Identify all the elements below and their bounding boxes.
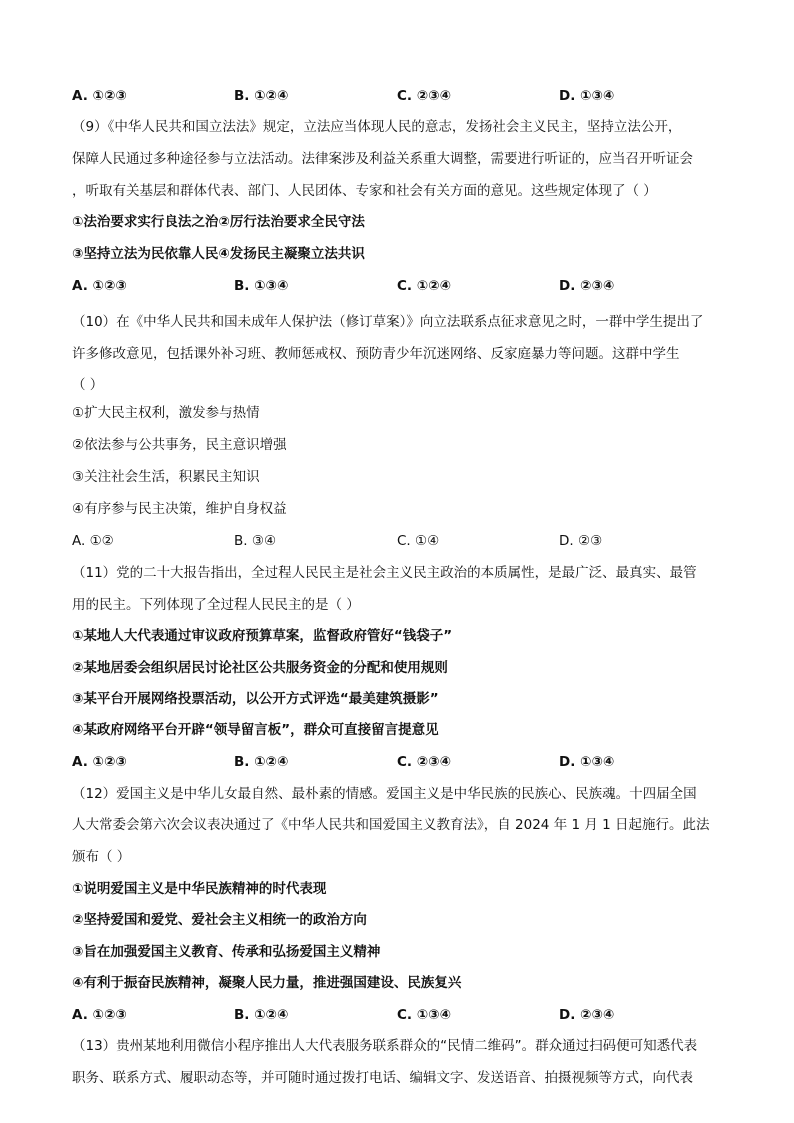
- q12-option-d[interactable]: D. ②③④: [559, 1007, 615, 1023]
- q9-option-b[interactable]: B. ①③④: [234, 278, 289, 294]
- q10-item-2: ②依法参与公共事务，民主意识增强: [72, 437, 287, 453]
- q11-option-a[interactable]: A. ①②③: [72, 754, 127, 770]
- q10-item-4: ④有序参与民主决策，维护自身权益: [72, 501, 287, 517]
- q9-stem-line-2: 保障人民通过多种途径参与立法活动。法律案涉及利益关系重大调整，需要进行听证的，应当召开听证会: [72, 151, 693, 167]
- q12-stem-line-2: 人大常委会第六次会议表决通过了《中华人民共和国爱国主义教育法》，自 2024 年 1 月 1 日起施行。此法: [72, 817, 710, 833]
- option-d[interactable]: D. ①③④: [559, 88, 615, 104]
- q13-stem-line-2: 职务、联系方式、履职动态等，并可随时通过拨打电话、编辑文字、发送语音、拍摄视频等方式，向代表: [72, 1070, 693, 1086]
- option-b[interactable]: B. ①②④: [234, 88, 289, 104]
- q11-option-d[interactable]: D. ①③④: [559, 754, 615, 770]
- q12-option-b[interactable]: B. ①②④: [234, 1007, 289, 1023]
- q11-item-3: ③某平台开展网络投票活动，以公开方式评选“最美建筑摄影”: [72, 691, 439, 707]
- q11-item-1: ①某地人大代表通过审议政府预算草案，监督政府管好“钱袋子”: [72, 628, 453, 644]
- q13-stem-line-1: （13）贵州某地利用微信小程序推出人大代表服务联系群众的“民情二维码”。群众通过扫码便可知悉代表: [72, 1038, 698, 1054]
- q9-option-a[interactable]: A. ①②③: [72, 278, 127, 294]
- q10-item-1: ①扩大民主权利，激发参与热情: [72, 405, 260, 421]
- q12-item-1: ①说明爱国主义是中华民族精神的时代表现: [72, 881, 327, 897]
- q11-stem-line-2: 用的民主。下列体现了全过程人民民主的是（ ）: [72, 597, 360, 613]
- q10-item-3: ③关注社会生活，积累民主知识: [72, 469, 260, 485]
- q10-stem-line-3: （ ）: [72, 377, 104, 393]
- option-a[interactable]: A. ①②③: [72, 88, 127, 104]
- q12-item-3: ③旨在加强爱国主义教育、传承和弘扬爱国主义精神: [72, 944, 381, 960]
- q12-item-2: ②坚持爱国和爱党、爱社会主义相统一的政治方向: [72, 912, 367, 928]
- q9-item-line-1: ①法治要求实行良法之治②厉行法治要求全民守法: [72, 214, 365, 230]
- prev-question-options: [72, 86, 732, 106]
- q10-option-d[interactable]: D. ②③: [559, 533, 603, 549]
- q10-option-c[interactable]: C. ①④: [397, 533, 440, 549]
- q11-stem-line-1: （11）党的二十大报告指出，全过程人民民主是社会主义民主政治的本质属性，是最广泛、最真实、最管: [72, 565, 697, 581]
- q10-stem-line-2: 许多修改意见，包括课外补习班、教师惩戒权、预防青少年沉迷网络、反家庭暴力等问题。这群中学生: [72, 346, 680, 362]
- q12-option-a[interactable]: A. ①②③: [72, 1007, 127, 1023]
- q9-option-d[interactable]: D. ②③④: [559, 278, 615, 294]
- q12-item-4: ④有利于振奋民族精神，凝聚人民力量，推进强国建设、民族复兴: [72, 975, 462, 991]
- q11-option-c[interactable]: C. ②③④: [397, 754, 452, 770]
- option-c[interactable]: C. ②③④: [397, 88, 452, 104]
- q9-stem-line-1: （9）《中华人民共和国立法法》规定，立法应当体现人民的意志，发扬社会主义民主，坚持立法公开，: [72, 119, 682, 135]
- q9-options: [72, 276, 732, 296]
- q10-stem-line-1: （10）在《中华人民共和国未成年人保护法（修订草案）》向立法联系点征求意见之时，一群中学生提出了: [72, 314, 704, 330]
- q11-item-4: ④某政府网络平台开辟“领导留言板”，群众可直接留言提意见: [72, 722, 439, 738]
- q9-stem-line-3: ，听取有关基层和群体代表、部门、人民团体、专家和社会有关方面的意见。这些规定体现了（ ）: [72, 183, 657, 199]
- q11-option-b[interactable]: B. ①②④: [234, 754, 289, 770]
- q12-stem-line-3: 颁布（ ）: [72, 849, 131, 865]
- q11-options: [72, 752, 732, 772]
- q12-option-c[interactable]: C. ①③④: [397, 1007, 452, 1023]
- q12-options: [72, 1005, 732, 1025]
- q10-option-b[interactable]: B. ③④: [234, 533, 277, 549]
- q10-options: [72, 531, 732, 551]
- q9-option-c[interactable]: C. ①②④: [397, 278, 452, 294]
- q12-stem-line-1: （12）爱国主义是中华儿女最自然、最朴素的情感。爱国主义是中华民族的民族心、民族魂。十四届全国: [72, 786, 697, 802]
- q9-item-line-2: ③坚持立法为民依靠人民④发扬民主凝聚立法共识: [72, 246, 365, 262]
- q11-item-2: ②某地居委会组织居民讨论社区公共服务资金的分配和使用规则: [72, 660, 448, 676]
- q10-option-a[interactable]: A. ①②: [72, 533, 114, 549]
